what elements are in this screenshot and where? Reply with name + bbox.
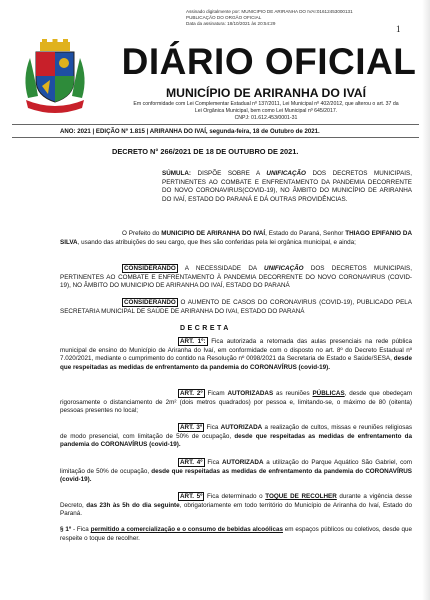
preamble-paragraph [60,230,412,247]
preamble-text-3: , usando das atribuições do seu cargo, que lhes são conferidas pela lei orgânica municipal, e ainda; [77,238,356,246]
article-4-label: ART. 4º [180,459,203,466]
article-3-text: Fica [204,424,221,431]
article-2-label: ART. 2º [180,390,203,397]
article-2-underlined: PÚBLICAS [312,390,345,397]
decreta-heading: DECRETA [180,325,231,332]
article-2 [60,390,412,416]
considerando-label-2: CONSIDERANDO [124,299,176,306]
article-3-emphasis: AUTORIZADA [220,424,263,431]
article-2-text-3: , desde que obedeçam rigorosamente o distanciamento de 2m² (dois metros quadrados) por pessoa e, limitando-se, o máximo de 80 (oitenta) pessoas presentes no local; [60,390,412,415]
article-4 [60,459,412,485]
considerando-2-text: O AUMENTO DE CASOS DO CORONAVIRUS (COVID-19), PUBLICADO PELA SECRETARIA MUNICIPAL DE SAÚDE DE ARIRANHA DO IVAI, ESTADO DO PARANÁ [60,299,412,315]
article-4-emphasis-2: desde que respeitadas as medidas de enfrentamento da pandemia do CORONAVÍRUS (covid-19). [60,467,412,484]
legal-basis [116,101,416,122]
paragraph-1-label: § 1º [60,526,72,533]
page-edge-shadow [422,0,430,600]
legal-line-1: Em conformidade com Lei Complementar Estadual nº 137/2011, Lei Municipal nº 402/2012, que alterou o art. 37 da [133,101,399,107]
preamble-text: O Prefeito do [122,230,162,237]
article-2-text: Ficam [204,390,228,397]
article-5-emphasis: das 23h às 5h do dia seguinte [86,501,180,509]
paragraph-1-text-2: em espaços públicos ou coletivos, desde que respeite o toque de recolher. [60,526,412,542]
paragraph-1-text: - Fica [71,526,91,533]
article-1-text: Fica autorizada a retomada das aulas presenciais na rede pública municipal de ensino do Município de Ariranha do Ivaí, em conformidade com o disposto no art. 8º do Decreto Estadual nº 7.020/2021, mediante o cumprimento do contido na Resolução nº 0098/2021 da Secretaria de Estado e Saúde/SESA, [60,338,412,363]
article-3-emphasis-2: desde que respeitadas as medidas de enfrentamento da pandemia do CORONAVÍRUS (covid-19). [60,432,412,449]
article-1-label: ART. 1º: [180,338,206,345]
article-1 [60,338,412,372]
paragraph-1-underlined: permitido a comercialização e o consumo de bebidas alcoólicas [90,526,283,533]
header-divider-bottom [12,137,419,138]
legal-line-2: Lei Orgânica Municipal, bem como Lei Municipal nº 645/2017. [194,108,338,114]
article-4-emphasis: AUTORIZADA [222,459,264,466]
header-divider-top [12,124,419,125]
article-5-text-3: , obrigatoriamente em todo território do Município de Ariranha do Ivaí, Estado do Paraná. [60,501,412,518]
cnpj: CNPJ: 01.612.453/0001-31 [234,115,298,121]
article-5-label: ART. 5º [180,493,203,500]
considerando-1-emphasis: UNIFICAÇÃO [264,265,304,272]
considerando-label-1: CONSIDERANDO [124,265,176,272]
article-5 [60,493,412,519]
article-4-text-2: a utilização do Parque Aquático São Gabriel, com limitação de 50% de ocupação, [60,459,412,475]
considerando-1-text-cont: DOS DECRETOS MUNICIPAIS, PERTINENTES AO COMBATE E ENFRENTAMENTO À PANDEMIA DECORRENTE DO NOVO CORONAVIRUS (COVID-19), NO ÂMBITO DO MUNICIPIO DE ARIRANHA DO IVAÍ, ESTADO DO PARANÁ [60,265,412,290]
municipal-coat-of-arms-icon [20,38,90,116]
decree-title: DECRETO N° 266/2021 DE 18 DE OUTUBRO DE 2021. [112,147,299,156]
municipality-name: MUNICÍPIO DE ARIRANHA DO IVAÍ [166,86,366,100]
article-3 [60,424,412,450]
article-3-label: ART. 3º [180,424,203,431]
mayor-name: THIAGO EPIFANIO DA SILVA [60,230,412,246]
signature-line-2: PUBLICAÇÃO DO ORGÃO OFICIAL [186,15,262,20]
article-3-text-2: a realização de cultos, missas e reuniões religiosas de modo presencial, com limitação de 50% de ocupação, [60,424,413,440]
article-1-emphasis: desde que respeitadas as medidas de enfrentamento da pandemia do CORONAVÍRUS (covid-19). [60,355,412,371]
digital-signature-stamp [186,9,353,27]
signature-line-1: Assinado digitalmente por: MUNICIPIO DE ARIRANHA DO IVAI:01612453000131 [186,9,353,14]
sumula-text: DISPÕE SOBRE A [191,170,267,177]
paragraph-1 [60,526,412,543]
sumula-text-cont: DOS DECRETOS MUNICIPAIS, PERTINENTES AO COMBATE E ENFRENTAMENTO DA PANDEMIA DECORRENTE DO NOVO CORONAVIRUS(COVID-19), NO ÂMBITO DO MUNICÍPIO DE ARIRANHA DO IVAÍ, ESTADO DO PARANÁ E DÁ OUTRAS PROVIDÊNCIAS. [162,170,412,203]
article-4-text: Fica [204,459,222,466]
sumula-emphasis: UNIFICAÇÃO [266,170,306,177]
considerando-1-text: A NECESSIDADE DA [177,265,265,272]
page-number: 1 [396,24,401,34]
considerando-1 [60,265,412,291]
article-5-text: Fica determinado o [204,493,266,500]
signature-line-3: Data da assinatura: 18/10/2021 às 20:54:29 [186,21,276,26]
considerando-2 [60,299,412,316]
municipality-emphasis: MUNICIPIO DE ARIRANHA DO IVAÍ [161,230,266,237]
sumula-paragraph [162,170,412,204]
preamble-text-2: , Estado do Paraná, Senhor [265,230,346,237]
article-2-emphasis: AUTORIZADAS [227,390,274,397]
gazette-title: DIÁRIO OFICIAL [121,41,417,82]
sumula-label: SÚMULA: [162,170,192,177]
article-5-text-2: durante a vigência desse Decreto, [60,493,413,509]
article-5-underlined: TOQUE DE RECOLHER [265,493,337,500]
edition-line: ANO: 2021 | EDIÇÃO Nº 1.815 | ARIRANHA DO IVAÍ, segunda-feira, 18 de Outubro de 2021. [60,128,320,135]
article-2-text-2: as reuniões [273,390,313,397]
